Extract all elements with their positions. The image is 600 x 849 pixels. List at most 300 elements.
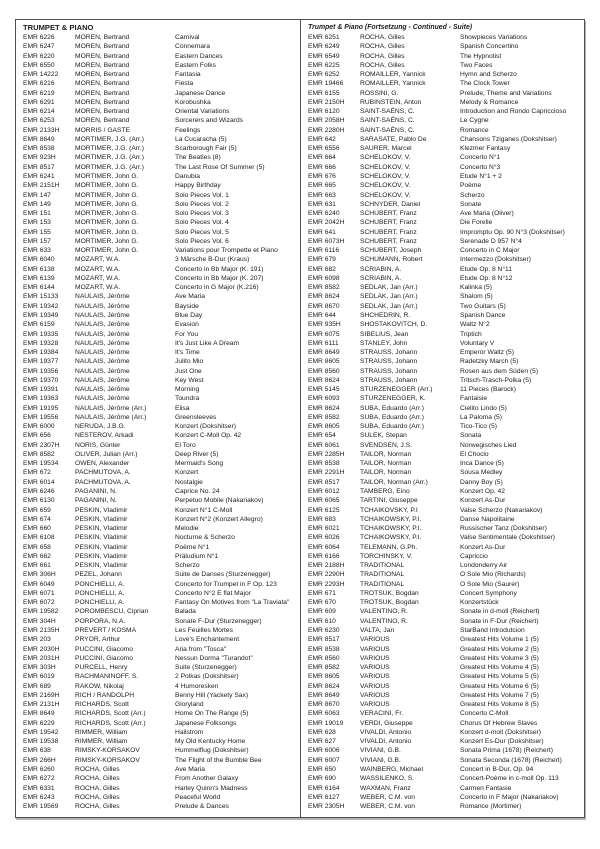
catalog-number: EMR 8624 <box>308 682 340 690</box>
table-row <box>23 441 298 450</box>
composer: TAILOR, Norman <box>360 460 412 468</box>
title: Etude Op. 8 N°11 <box>460 265 512 273</box>
catalog-number: EMR 151 <box>23 210 51 218</box>
title: Konzert As-Dur <box>460 497 506 505</box>
catalog-number: EMR 19195 <box>23 404 59 412</box>
composer: NAULAIS, Jérôme <box>75 311 130 319</box>
composer: SAINT-SAËNS, C. <box>360 117 415 125</box>
table-row <box>308 746 582 755</box>
table-row <box>23 116 298 125</box>
catalog-number: EMR 6249 <box>308 43 340 51</box>
catalog-number: EMR 662 <box>23 552 51 560</box>
table-row <box>23 746 298 755</box>
composer: NAULAIS, Jérôme <box>75 386 130 394</box>
title: Präludium N°1 <box>175 552 219 560</box>
title: Kalinka (5) <box>460 284 492 292</box>
title: It's Time <box>175 349 200 357</box>
catalog-number: EMR 8649 <box>23 710 55 718</box>
title: Perpetuo Mobile (Nakariakov) <box>175 497 264 505</box>
composer: MORTIMER, John G. <box>75 172 139 180</box>
table-row <box>23 515 298 524</box>
title: Julito Mio <box>175 358 204 366</box>
table-row <box>23 70 298 79</box>
title: Londonderry Air <box>460 562 508 570</box>
title: Ave Maria (Oliver) <box>460 210 514 218</box>
title: Bayside <box>175 302 199 310</box>
table-row <box>308 191 582 200</box>
title: Balada <box>175 608 196 616</box>
title: El Choclo <box>460 450 489 458</box>
title: Inca Dance (5) <box>460 460 504 468</box>
composer: VALENTINO, R. <box>360 617 408 625</box>
table-row <box>23 672 298 681</box>
title: Valse Sentimentale (Dokshitser) <box>460 534 556 542</box>
catalog-number: EMR 203 <box>23 636 51 644</box>
composer: STRAUSS, Johann <box>360 349 418 357</box>
table-row <box>23 719 298 728</box>
catalog-number: EMR 15133 <box>23 293 59 301</box>
catalog-number: EMR 304H <box>23 617 56 625</box>
title: Intermezzo (Dokshitser) <box>460 256 531 264</box>
title: Solo Pieces Vol. 6 <box>175 237 229 245</box>
catalog-number: EMR 664 <box>308 154 336 162</box>
catalog-number: EMR 6159 <box>23 321 55 329</box>
composer: TROTSUK, Bogdan <box>360 589 419 597</box>
composer: VARIOUS <box>360 654 390 662</box>
catalog-rows-left <box>23 33 298 811</box>
title: O Sole Mio (Saurer) <box>460 580 520 588</box>
table-row <box>23 533 298 542</box>
catalog-number: EMR 19538 <box>23 738 59 746</box>
table-row <box>23 172 298 181</box>
title: Japanese Dance <box>175 89 226 97</box>
table-row <box>23 700 298 709</box>
title: Capriccio <box>460 552 488 560</box>
composer: ROCHA, Gilles <box>75 793 120 801</box>
title: Le Cygne <box>460 117 489 125</box>
title: Scarborough Fair (5) <box>175 145 237 153</box>
composer: SARASATE, Pablo De <box>360 135 427 143</box>
composer: MORTIMER, J.G. (Arr.) <box>75 154 144 162</box>
composer: VERACINI, Fr. <box>360 710 404 718</box>
composer: STURZENEGGER (Arr.) <box>360 386 433 394</box>
section-title-continued: Trumpet & Piano (Fortsetzung - Continued - Suite) <box>308 24 473 31</box>
title: Spanish Dance <box>460 311 506 319</box>
composer: MORTIMER, John G. <box>75 182 139 190</box>
table-row <box>308 672 582 681</box>
composer: ROCHA, Gilles <box>360 52 405 60</box>
composer: NAULAIS, Jérôme (Arr.) <box>75 404 147 412</box>
title: Oriental Variations <box>175 108 230 116</box>
table-row <box>308 89 582 98</box>
catalog-number: EMR 6556 <box>308 145 340 153</box>
composer: NAULAIS, Jérôme <box>75 302 130 310</box>
title: Concerto in F Major (Nakariakov) <box>460 793 559 801</box>
title: 2 Polkas (Dokshitser) <box>175 673 239 681</box>
catalog-sheet <box>15 19 585 818</box>
title: Solo Pieces Vol. 5 <box>175 228 229 236</box>
catalog-number: EMR 6253 <box>23 117 55 125</box>
catalog-number: EMR 8560 <box>308 367 340 375</box>
title: Konzert d-moll (Dokshitser) <box>460 728 542 736</box>
catalog-number: EMR 676 <box>308 172 336 180</box>
composer: ROCHA, Gilles <box>360 61 405 69</box>
catalog-number: EMR 19019 <box>308 719 344 727</box>
title: Valse Scherzo (Nakariakov) <box>460 506 543 514</box>
catalog-number: EMR 6550 <box>23 61 55 69</box>
catalog-number: EMR 6225 <box>308 61 340 69</box>
table-row <box>308 645 582 654</box>
table-row <box>308 663 582 672</box>
composer: MOZART, W.A. <box>75 284 121 292</box>
title: Sonata Prima (1678) (Reichert) <box>460 747 553 755</box>
catalog-number: EMR 660 <box>23 525 51 533</box>
table-row <box>308 200 582 209</box>
composer: TRADITIONAL <box>360 562 405 570</box>
table-row <box>23 376 298 385</box>
title: Happy Birthday <box>175 182 221 190</box>
composer: SCHUBERT, Franz <box>360 237 417 245</box>
title: Konzert <box>175 469 199 477</box>
title: Ave Maria <box>175 765 205 773</box>
title: Fiesta <box>175 80 194 88</box>
composer: VARIOUS <box>360 645 390 653</box>
composer: VARIOUS <box>360 673 390 681</box>
composer: TAILOR, Norman <box>360 450 412 458</box>
table-row <box>23 626 298 635</box>
composer: RICHARDS, Scott (Arr.) <box>75 719 146 727</box>
title: Ave Maria <box>175 293 205 301</box>
catalog-number: EMR 6260 <box>23 765 55 773</box>
table-row <box>23 589 298 598</box>
table-row <box>23 422 298 431</box>
table-row <box>308 793 582 802</box>
title: Solo Pieces Vol. 3 <box>175 210 229 218</box>
table-row <box>23 320 298 329</box>
table-row <box>308 561 582 570</box>
catalog-number: EMR 2042H <box>308 219 345 227</box>
title: Fantasy On Motives from "La Traviata" <box>175 599 290 607</box>
composer: SCHELOKOV, V. <box>360 182 411 190</box>
catalog-number: EMR 658 <box>23 543 51 551</box>
composer: VARIOUS <box>360 682 390 690</box>
table-row <box>23 663 298 672</box>
catalog-number: EMR 19384 <box>23 349 59 357</box>
catalog-number: EMR 683 <box>308 515 336 523</box>
title: Prelude, Theme and Variations <box>460 89 552 97</box>
table-row <box>23 413 298 422</box>
table-row <box>308 357 582 366</box>
title: Greatest Hits Volume 7 (5) <box>460 691 539 699</box>
table-row <box>308 700 582 709</box>
title: Blue Day <box>175 311 203 319</box>
catalog-number: EMR 19356 <box>23 367 59 375</box>
title: Klezmer Fantasy <box>460 145 511 153</box>
table-row <box>308 756 582 765</box>
title: Concerto N°3 <box>460 163 501 171</box>
catalog-number: EMR 2285H <box>308 450 345 458</box>
composer: MORTIMER, J.G. (Arr.) <box>75 145 144 153</box>
catalog-number: EMR 19335 <box>23 330 59 338</box>
table-row <box>23 348 298 357</box>
catalog-number: EMR 6014 <box>23 478 55 486</box>
table-row <box>308 478 582 487</box>
title: Nocturne & Scherzo <box>175 534 235 542</box>
composer: MOREN, Bertrand <box>75 43 130 51</box>
catalog-number: EMR 6007 <box>308 756 340 764</box>
composer: RIMMER, William <box>75 728 128 736</box>
composer: SUBA, Eduardo (Arr.) <box>360 413 424 421</box>
composer: TARTINI, Giuseppe <box>360 497 418 505</box>
catalog-number: EMR 2305H <box>308 803 345 811</box>
composer: ROCHA, Gilles <box>75 775 120 783</box>
composer: NAULAIS, Jérôme <box>75 339 130 347</box>
table-row <box>308 126 582 135</box>
table-row <box>23 765 298 774</box>
catalog-number: EMR 6144 <box>23 284 55 292</box>
catalog-number: EMR 6549 <box>308 52 340 60</box>
composer: SEDLAK, Jan (Arr.) <box>360 293 418 301</box>
title: Concert in B-Dur, Op. 94 <box>460 765 534 773</box>
catalog-number: EMR 627 <box>308 738 336 746</box>
table-row <box>308 218 582 227</box>
table-row <box>23 357 298 366</box>
composer: MOREN, Bertrand <box>75 89 130 97</box>
composer: VALENTINO, R. <box>360 608 408 616</box>
catalog-number: EMR 609 <box>308 608 336 616</box>
catalog-number: EMR 6116 <box>308 247 340 255</box>
table-row <box>308 283 582 292</box>
composer: VIVIANI, G.B. <box>360 747 401 755</box>
composer: ROCHA, Gilles <box>360 34 405 41</box>
table-row <box>23 468 298 477</box>
table-row <box>23 580 298 589</box>
composer: MOREN, Bertrand <box>75 34 130 41</box>
table-row <box>308 274 582 283</box>
catalog-number: EMR 674 <box>23 515 51 523</box>
title: For You <box>175 330 199 338</box>
table-row <box>23 339 298 348</box>
catalog-number: EMR 6214 <box>23 108 55 116</box>
table-row <box>308 385 582 394</box>
composer: ROCHA, Gilles <box>75 784 120 792</box>
table-row <box>308 765 582 774</box>
composer: MORTIMER, J.G. (Arr.) <box>75 163 144 171</box>
title: Radetzky March (5) <box>460 358 519 366</box>
title: Concerto in G Major (K.216) <box>175 284 259 292</box>
composer: RAKOW, Nikolaj <box>75 682 124 690</box>
composer: PONCHIELLI, A. <box>75 580 125 588</box>
composer: STRAUSS, Johann <box>360 358 418 366</box>
title: Sonate <box>460 200 482 208</box>
table-row <box>308 459 582 468</box>
table-row <box>308 431 582 440</box>
composer: MORTIMER, J.G. (Arr.) <box>75 135 144 143</box>
composer: NAULAIS, Jérôme <box>75 395 130 403</box>
catalog-number: EMR 935H <box>308 321 341 329</box>
table-row <box>23 98 298 107</box>
composer: ROCHA, Gilles <box>75 765 120 773</box>
composer: NAULAIS, Jérôme <box>75 358 130 366</box>
table-row <box>308 320 582 329</box>
title: Harley Quinn's Madness <box>175 784 248 792</box>
catalog-number: EMR 6111 <box>308 339 339 347</box>
catalog-number: EMR 6127 <box>308 793 340 801</box>
catalog-number: EMR 153 <box>23 219 51 227</box>
table-row <box>23 394 298 403</box>
composer: STANLEY, John <box>360 339 408 347</box>
table-row <box>308 404 582 413</box>
catalog-number: EMR 19370 <box>23 376 59 384</box>
composer: VARIOUS <box>360 701 390 709</box>
catalog-number: EMR 19363 <box>23 395 59 403</box>
catalog-number: EMR 147 <box>23 191 51 199</box>
title: Mermaid's Song <box>175 460 224 468</box>
catalog-number: EMR 2290H <box>308 571 345 579</box>
catalog-number: EMR 663 <box>308 191 336 199</box>
table-row <box>23 487 298 496</box>
catalog-number: EMR 19466 <box>308 80 344 88</box>
title: Poème N°1 <box>175 543 210 551</box>
table-row <box>308 719 582 728</box>
composer: OWEN, Alexander <box>75 460 130 468</box>
composer: VIVALDI, Antonio <box>360 738 412 746</box>
table-row <box>308 422 582 431</box>
composer: TCHAIKOVSKY, P.I <box>360 506 418 514</box>
composer: MOREN, Bertrand <box>75 117 130 125</box>
catalog-number: EMR 8624 <box>308 404 340 412</box>
title: Eastern Folks <box>175 61 216 69</box>
catalog-number: EMR 6065 <box>308 497 340 505</box>
table-row <box>23 126 298 135</box>
catalog-number: EMR 6012 <box>308 488 340 496</box>
title: Melody & Romance <box>460 98 519 106</box>
table-row <box>308 330 582 339</box>
catalog-number: EMR 19328 <box>23 339 59 347</box>
table-row <box>23 42 298 51</box>
table-row <box>23 385 298 394</box>
composer: PESKIN, Vladimir <box>75 534 128 542</box>
table-row <box>23 255 298 264</box>
composer: WEBER, C.M. von <box>360 793 415 801</box>
table-row <box>308 70 582 79</box>
title: It's Just Like A Dream <box>175 339 240 347</box>
catalog-number: EMR 6251 <box>308 34 340 41</box>
catalog-number: EMR 6040 <box>23 256 55 264</box>
table-row <box>23 524 298 533</box>
title: Melodie <box>175 525 199 533</box>
table-row <box>23 246 298 255</box>
title: Greatest Hits Volume 5 (5) <box>460 673 539 681</box>
title: Nostalgie <box>175 478 203 486</box>
catalog-number: EMR 6164 <box>308 784 340 792</box>
title: Concerto N°2 E flat Major <box>175 589 251 597</box>
catalog-number: EMR 665 <box>308 182 336 190</box>
table-row <box>308 784 582 793</box>
composer: ROSSINI, G. <box>360 89 399 97</box>
catalog-number: EMR 2058H <box>308 117 345 125</box>
composer: PESKIN, Vladimir <box>75 552 128 560</box>
composer: PAGANINI, N. <box>75 488 117 496</box>
table-row <box>308 496 582 505</box>
title: Konzert C-Moll Op. 42 <box>175 432 242 440</box>
table-row <box>308 209 582 218</box>
title: Norwegisches Lied <box>460 441 517 449</box>
catalog-number: EMR 6243 <box>23 793 55 801</box>
composer: TCHAIKOWSKY, P.I. <box>360 515 422 523</box>
table-row <box>308 292 582 301</box>
composer: TAILOR, Norman (Arr.) <box>360 478 428 486</box>
composer: VIVIANI, G.B. <box>360 756 401 764</box>
table-row <box>23 218 298 227</box>
table-row <box>308 311 582 320</box>
table-row <box>23 506 298 515</box>
table-row <box>23 552 298 561</box>
composer: TCHAIKOWSKY, P.I. <box>360 534 422 542</box>
title: Benny Hill (Yackety Sax) <box>175 691 249 699</box>
catalog-number: EMR 8517 <box>23 163 55 171</box>
title: Die Forelle <box>460 219 493 227</box>
title: Greatest Hits Volume 6 (5) <box>460 682 539 690</box>
table-row <box>23 135 298 144</box>
title: Konzert (Dokshitser) <box>175 423 236 431</box>
catalog-number: EMR 671 <box>308 589 336 597</box>
title: Showpieces Variations <box>460 34 528 41</box>
catalog-number: EMR 666 <box>308 163 336 171</box>
catalog-number: EMR 690 <box>308 775 336 783</box>
table-row <box>308 228 582 237</box>
title: Suite de Danses (Sturzenegger) <box>175 571 271 579</box>
composer: NORIS, Günter <box>75 441 121 449</box>
composer: RICH / RANDOLPH <box>75 691 135 699</box>
title: Hailstrom <box>175 728 204 736</box>
catalog-number: EMR 6064 <box>308 543 340 551</box>
composer: PESKIN, Vladimir <box>75 506 128 514</box>
table-row <box>308 506 582 515</box>
catalog-number: EMR 6226 <box>23 34 55 41</box>
title: Romance (Mortimer) <box>460 803 522 811</box>
catalog-number: EMR 6166 <box>308 552 340 560</box>
catalog-number: EMR 8538 <box>23 145 55 153</box>
composer: SAURER, Marcel <box>360 145 412 153</box>
title: Key West <box>175 376 204 384</box>
table-row <box>23 691 298 700</box>
catalog-number: EMR 631 <box>308 200 336 208</box>
title: Carmen Fantasie <box>460 784 512 792</box>
composer: TORCHINSKY, V. <box>360 552 413 560</box>
catalog-number: EMR 6006 <box>308 747 340 755</box>
title: Introduction and Rondo Capriccioso <box>460 108 567 116</box>
catalog-number: EMR 2031H <box>23 654 60 662</box>
catalog-column-right <box>300 20 584 817</box>
table-row <box>23 543 298 552</box>
composer: MORTIMER, John G. <box>75 210 139 218</box>
title: Impromptu Op. 90 N°3 (Dokshitser) <box>460 228 565 236</box>
title: Concerto in C Major <box>460 247 520 255</box>
title: Sonata Seconda (1678) (Reichert) <box>460 756 562 764</box>
composer: MOZART, W.A. <box>75 274 121 282</box>
composer: MOREN, Bertrand <box>75 98 130 106</box>
composer: PORPORA, N.A. <box>75 617 126 625</box>
catalog-number: EMR 6252 <box>308 71 340 79</box>
composer: MOZART, W.A. <box>75 256 121 264</box>
table-row <box>308 348 582 357</box>
title: Poème <box>460 182 482 190</box>
title: Tritsch-Trasch-Polka (5) <box>460 376 532 384</box>
catalog-number: EMR 6026 <box>308 534 340 542</box>
title: El Toro <box>175 441 196 449</box>
catalog-number: EMR 644 <box>308 311 336 319</box>
